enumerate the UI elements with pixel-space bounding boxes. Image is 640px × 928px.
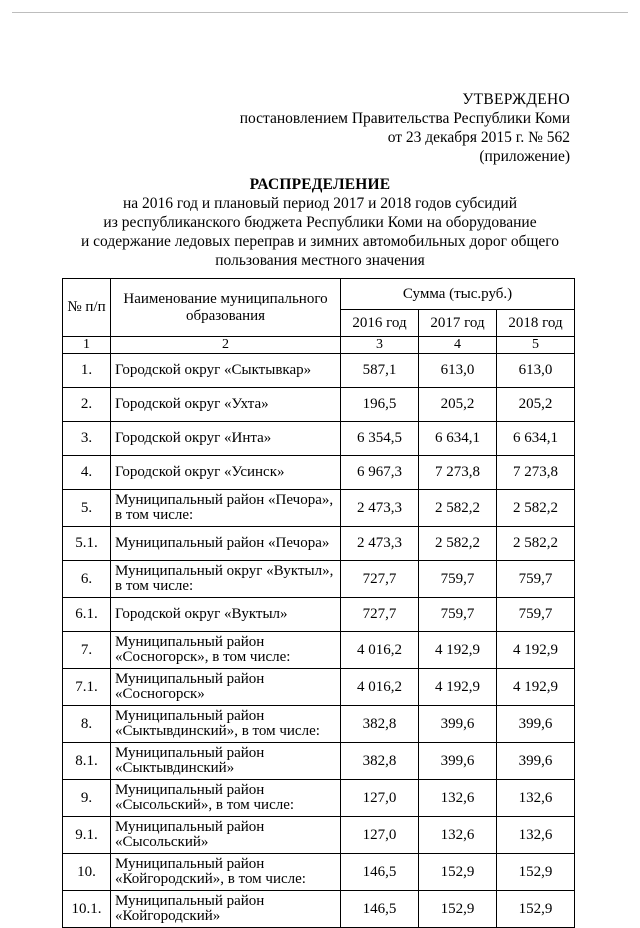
row-municipality: Городской округ «Вуктыл» [111, 598, 341, 632]
row-municipality: Муниципальный округ «Вуктыл», в том числе: [111, 561, 341, 598]
approval-line-1: постановлением Правительства Республики Коми [239, 110, 570, 127]
row-value-2017: 2 582,2 [419, 527, 497, 561]
row-value-2016: 727,7 [341, 598, 419, 632]
row-value-2016: 196,5 [341, 388, 419, 422]
row-number: 6.1. [63, 598, 111, 632]
row-municipality: Муниципальный район «Койгородский», в том числе: [111, 854, 341, 891]
row-value-2018: 4 192,9 [497, 669, 575, 706]
row-value-2017: 132,6 [419, 780, 497, 817]
header-number: № п/п [63, 279, 111, 337]
row-value-2016: 2 473,3 [341, 490, 419, 527]
row-value-2016: 6 967,3 [341, 456, 419, 490]
title-line-1: на 2016 год и плановый период 2017 и 2018 годов субсидий [122, 195, 518, 212]
row-value-2016: 146,5 [341, 854, 419, 891]
row-number: 7.1. [63, 669, 111, 706]
table-row [63, 706, 575, 743]
row-value-2016: 127,0 [341, 817, 419, 854]
row-value-2018: 759,7 [497, 598, 575, 632]
row-value-2017: 152,9 [419, 891, 497, 928]
approval-block [150, 90, 570, 166]
document-title [40, 175, 600, 270]
row-value-2017: 152,9 [419, 854, 497, 891]
table-row [63, 632, 575, 669]
row-municipality: Муниципальный район «Сыктывдинский», в том числе: [111, 706, 341, 743]
row-value-2018: 759,7 [497, 561, 575, 598]
approval-line-3: (приложение) [479, 148, 570, 165]
approval-heading: УТВЕРЖДЕНО [462, 91, 570, 108]
row-value-2018: 132,6 [497, 817, 575, 854]
top-rule [12, 12, 628, 13]
row-value-2018: 399,6 [497, 743, 575, 780]
distribution-table [62, 278, 575, 928]
row-value-2018: 2 582,2 [497, 527, 575, 561]
row-number: 10.1. [63, 891, 111, 928]
row-value-2017: 205,2 [419, 388, 497, 422]
title-heading: РАСПРЕДЕЛЕНИЕ [249, 176, 391, 193]
row-number: 9.1. [63, 817, 111, 854]
row-value-2018: 132,6 [497, 780, 575, 817]
row-value-2018: 205,2 [497, 388, 575, 422]
row-number: 1. [63, 354, 111, 388]
header-year-2017: 2017 год [419, 310, 497, 337]
row-number: 2. [63, 388, 111, 422]
header-year-2016: 2016 год [341, 310, 419, 337]
row-value-2018: 7 273,8 [497, 456, 575, 490]
row-municipality: Городской округ «Усинск» [111, 456, 341, 490]
table-row [63, 490, 575, 527]
row-value-2016: 587,1 [341, 354, 419, 388]
row-value-2017: 2 582,2 [419, 490, 497, 527]
row-number: 8.1. [63, 743, 111, 780]
row-municipality: Городской округ «Инта» [111, 422, 341, 456]
row-value-2018: 399,6 [497, 706, 575, 743]
table-row [63, 817, 575, 854]
table-row [63, 527, 575, 561]
row-number: 4. [63, 456, 111, 490]
row-number: 8. [63, 706, 111, 743]
table-row [63, 891, 575, 928]
row-value-2016: 6 354,5 [341, 422, 419, 456]
row-value-2016: 727,7 [341, 561, 419, 598]
header-name: Наименование муниципального образования [111, 279, 341, 337]
row-municipality: Муниципальный район «Сысольский», в том числе: [111, 780, 341, 817]
row-municipality: Муниципальный район «Сыктывдинский» [111, 743, 341, 780]
column-number-1: 1 [63, 337, 111, 354]
row-value-2018: 152,9 [497, 854, 575, 891]
row-number: 9. [63, 780, 111, 817]
table-row [63, 422, 575, 456]
row-municipality: Муниципальный район «Койгородский» [111, 891, 341, 928]
table-row [63, 561, 575, 598]
row-value-2017: 7 273,8 [419, 456, 497, 490]
row-municipality: Муниципальный район «Печора», в том числе: [111, 490, 341, 527]
row-value-2016: 127,0 [341, 780, 419, 817]
row-value-2017: 4 192,9 [419, 632, 497, 669]
row-value-2018: 2 582,2 [497, 490, 575, 527]
column-number-2: 2 [111, 337, 341, 354]
table-row [63, 854, 575, 891]
row-value-2018: 4 192,9 [497, 632, 575, 669]
column-number-4: 4 [419, 337, 497, 354]
row-value-2016: 2 473,3 [341, 527, 419, 561]
row-municipality: Муниципальный район «Печора» [111, 527, 341, 561]
row-value-2016: 4 016,2 [341, 669, 419, 706]
row-value-2017: 759,7 [419, 561, 497, 598]
title-line-4: пользования местного значения [215, 252, 425, 269]
title-line-3: и содержание ледовых переправ и зимних автомобильных дорог общего [81, 233, 559, 250]
table-row [63, 780, 575, 817]
table-row [63, 354, 575, 388]
table-row [63, 598, 575, 632]
row-municipality: Муниципальный район «Сосногорск» [111, 669, 341, 706]
row-municipality: Муниципальный район «Сысольский» [111, 817, 341, 854]
header-year-2018: 2018 год [497, 310, 575, 337]
row-value-2016: 382,8 [341, 706, 419, 743]
row-value-2016: 382,8 [341, 743, 419, 780]
row-value-2017: 759,7 [419, 598, 497, 632]
row-number: 5. [63, 490, 111, 527]
title-line-2: из республиканского бюджета Республики Коми на оборудование [103, 214, 537, 231]
row-number: 3. [63, 422, 111, 456]
approval-line-2: от 23 декабря 2015 г. № 562 [387, 129, 570, 146]
table-row [63, 388, 575, 422]
row-value-2018: 613,0 [497, 354, 575, 388]
row-municipality: Городской округ «Ухта» [111, 388, 341, 422]
row-value-2017: 132,6 [419, 817, 497, 854]
table-row [63, 743, 575, 780]
table-row [63, 456, 575, 490]
row-value-2017: 399,6 [419, 706, 497, 743]
row-value-2017: 6 634,1 [419, 422, 497, 456]
row-municipality: Муниципальный район «Сосногорск», в том числе: [111, 632, 341, 669]
column-number-5: 5 [497, 337, 575, 354]
column-number-3: 3 [341, 337, 419, 354]
header-sum: Сумма (тыс.руб.) [341, 279, 575, 310]
row-value-2016: 4 016,2 [341, 632, 419, 669]
row-value-2017: 4 192,9 [419, 669, 497, 706]
row-number: 7. [63, 632, 111, 669]
row-value-2017: 613,0 [419, 354, 497, 388]
table-row [63, 669, 575, 706]
row-value-2018: 6 634,1 [497, 422, 575, 456]
row-value-2018: 152,9 [497, 891, 575, 928]
row-number: 10. [63, 854, 111, 891]
row-number: 6. [63, 561, 111, 598]
row-value-2017: 399,6 [419, 743, 497, 780]
row-value-2016: 146,5 [341, 891, 419, 928]
row-municipality: Городской округ «Сыктывкар» [111, 354, 341, 388]
row-number: 5.1. [63, 527, 111, 561]
